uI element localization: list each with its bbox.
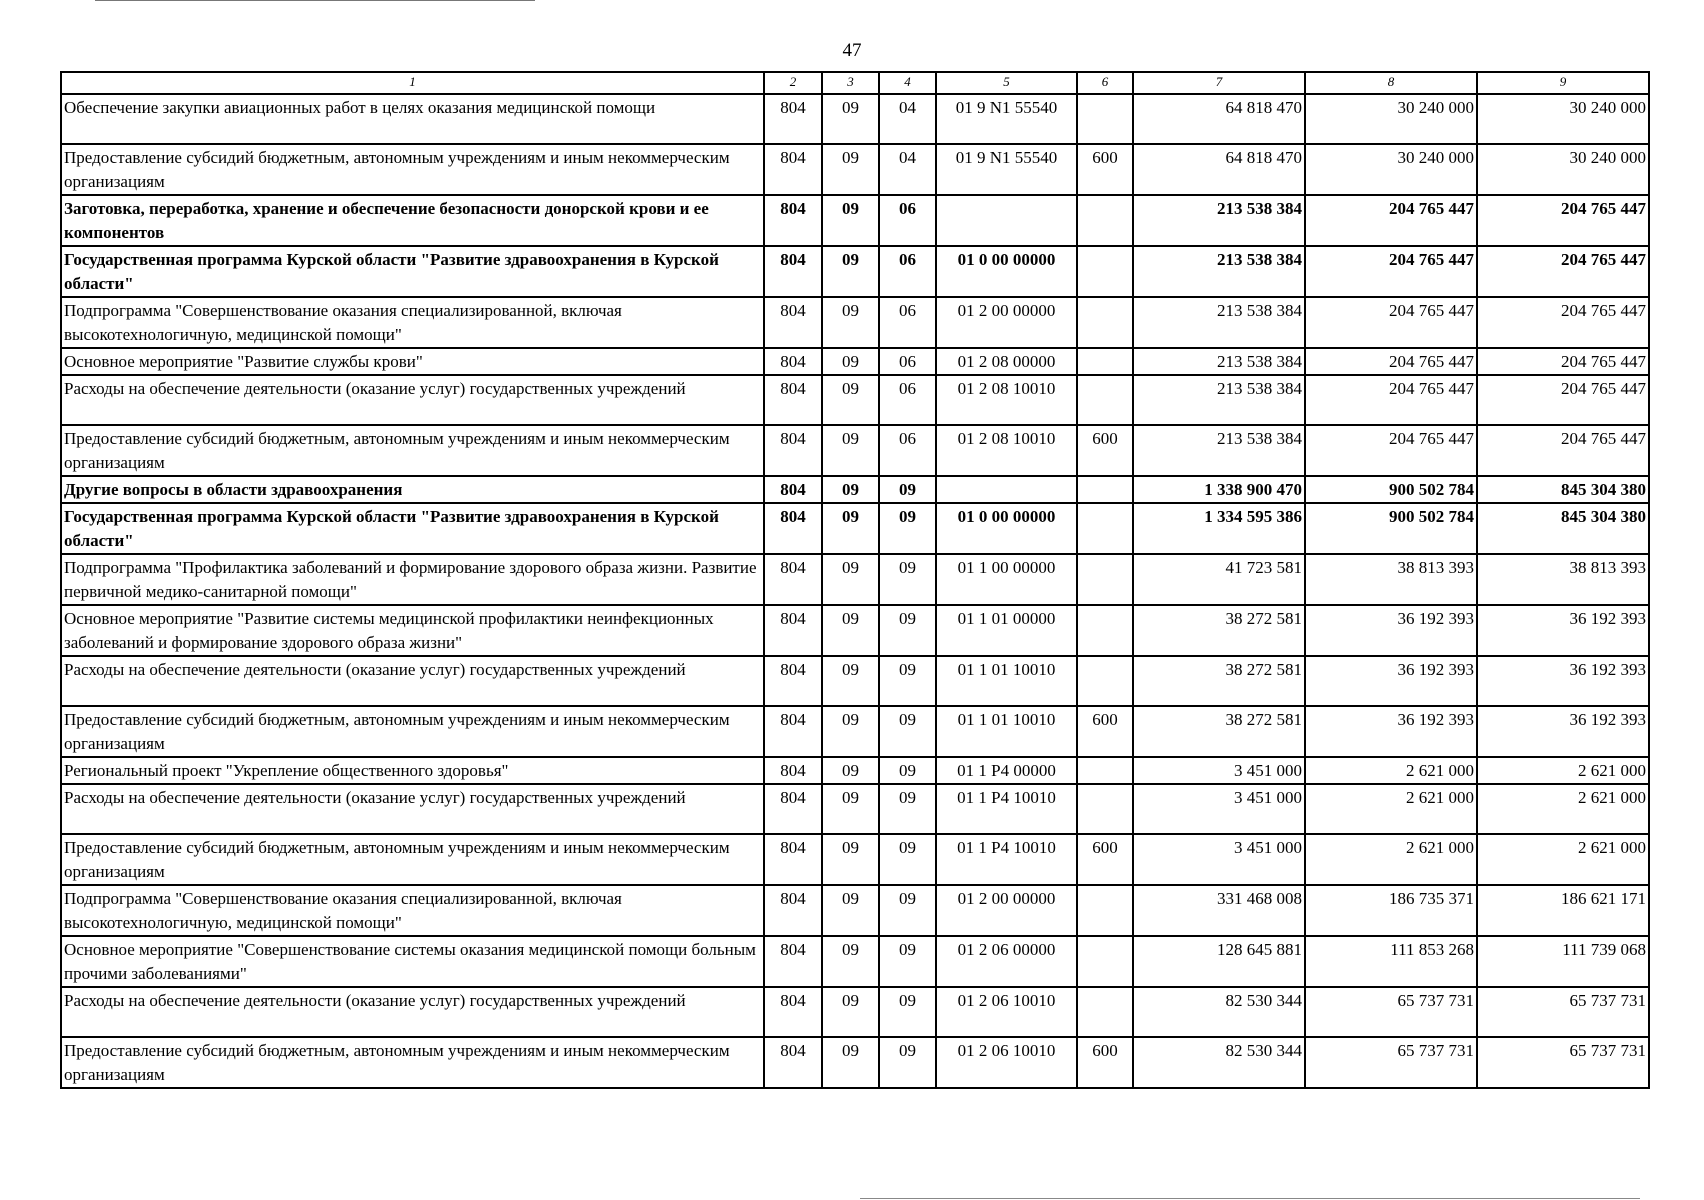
- cell-amount-col8: 36 192 393: [1305, 656, 1477, 706]
- cell-description: Расходы на обеспечение деятельности (оказание услуг) государственных учреждений: [61, 375, 764, 425]
- scan-edge-line-bottom: [860, 1198, 1640, 1199]
- cell-section-code: 09: [822, 784, 879, 834]
- table-header-row: [61, 72, 1649, 94]
- cell-subsection-code: 09: [879, 757, 936, 784]
- cell-description: Предоставление субсидий бюджетным, автономным учреждениям и иным некоммерческим организациям: [61, 425, 764, 476]
- cell-amount-col9: 30 240 000: [1477, 94, 1649, 144]
- cell-amount-col8: 2 621 000: [1305, 784, 1477, 834]
- cell-description: Основное мероприятие "Развитие службы крови": [61, 348, 764, 375]
- table-row: [61, 1037, 1649, 1088]
- table-row: [61, 987, 1649, 1037]
- cell-target-article: 01 1 01 10010: [936, 656, 1077, 706]
- cell-amount-col8: 30 240 000: [1305, 144, 1477, 195]
- table-row: [61, 246, 1649, 297]
- cell-amount-col7: 213 538 384: [1133, 375, 1305, 425]
- cell-target-article: 01 2 08 10010: [936, 425, 1077, 476]
- cell-section-code: 09: [822, 144, 879, 195]
- cell-description: Расходы на обеспечение деятельности (оказание услуг) государственных учреждений: [61, 656, 764, 706]
- cell-subsection-code: 09: [879, 1037, 936, 1088]
- table-row: [61, 144, 1649, 195]
- cell-amount-col9: 204 765 447: [1477, 375, 1649, 425]
- cell-expense-type: [1077, 987, 1133, 1037]
- cell-amount-col9: 36 192 393: [1477, 656, 1649, 706]
- cell-amount-col8: 204 765 447: [1305, 246, 1477, 297]
- cell-amount-col8: 204 765 447: [1305, 297, 1477, 348]
- cell-amount-col8: 186 735 371: [1305, 885, 1477, 936]
- cell-ministry-code: 804: [764, 784, 822, 834]
- cell-ministry-code: 804: [764, 987, 822, 1037]
- cell-amount-col7: 38 272 581: [1133, 656, 1305, 706]
- cell-subsection-code: 09: [879, 503, 936, 554]
- table-row: [61, 503, 1649, 554]
- table-row: [61, 936, 1649, 987]
- cell-expense-type: [1077, 246, 1133, 297]
- table-row: [61, 784, 1649, 834]
- cell-description: Основное мероприятие "Совершенствование системы оказания медицинской помощи больным прочими заболеваниями": [61, 936, 764, 987]
- cell-amount-col8: 2 621 000: [1305, 834, 1477, 885]
- cell-ministry-code: 804: [764, 503, 822, 554]
- cell-subsection-code: 09: [879, 834, 936, 885]
- cell-section-code: 09: [822, 706, 879, 757]
- table-row: [61, 605, 1649, 656]
- cell-amount-col7: 213 538 384: [1133, 348, 1305, 375]
- cell-ministry-code: 804: [764, 425, 822, 476]
- cell-section-code: 09: [822, 757, 879, 784]
- table-row: [61, 297, 1649, 348]
- cell-amount-col9: 204 765 447: [1477, 348, 1649, 375]
- cell-section-code: 09: [822, 656, 879, 706]
- cell-description: Подпрограмма "Профилактика заболеваний и формирование здорового образа жизни. Развитие первичной медико-санитарной помощи": [61, 554, 764, 605]
- table-row: [61, 554, 1649, 605]
- cell-amount-col8: 111 853 268: [1305, 936, 1477, 987]
- cell-amount-col7: 331 468 008: [1133, 885, 1305, 936]
- cell-amount-col7: 213 538 384: [1133, 195, 1305, 246]
- cell-ministry-code: 804: [764, 656, 822, 706]
- cell-target-article: 01 1 P4 00000: [936, 757, 1077, 784]
- cell-description: Государственная программа Курской области "Развитие здравоохранения в Курской области": [61, 246, 764, 297]
- cell-target-article: 01 9 N1 55540: [936, 94, 1077, 144]
- cell-target-article: 01 2 00 00000: [936, 885, 1077, 936]
- cell-amount-col8: 204 765 447: [1305, 375, 1477, 425]
- cell-amount-col8: 204 765 447: [1305, 195, 1477, 246]
- cell-target-article: 01 0 00 00000: [936, 503, 1077, 554]
- cell-amount-col9: 36 192 393: [1477, 605, 1649, 656]
- cell-ministry-code: 804: [764, 834, 822, 885]
- cell-target-article: 01 1 P4 10010: [936, 834, 1077, 885]
- cell-amount-col7: 213 538 384: [1133, 297, 1305, 348]
- cell-description: Другие вопросы в области здравоохранения: [61, 476, 764, 503]
- scan-edge-line-top: [95, 0, 535, 1]
- cell-amount-col9: 204 765 447: [1477, 297, 1649, 348]
- cell-description: Предоставление субсидий бюджетным, автономным учреждениям и иным некоммерческим организациям: [61, 834, 764, 885]
- cell-expense-type: [1077, 297, 1133, 348]
- cell-section-code: 09: [822, 476, 879, 503]
- cell-target-article: 01 2 06 10010: [936, 1037, 1077, 1088]
- cell-description: Подпрограмма "Совершенствование оказания специализированной, включая высокотехнологичную, медицинской помощи": [61, 297, 764, 348]
- cell-amount-col8: 36 192 393: [1305, 605, 1477, 656]
- cell-amount-col8: 38 813 393: [1305, 554, 1477, 605]
- table-row: [61, 348, 1649, 375]
- cell-expense-type: [1077, 476, 1133, 503]
- cell-ministry-code: 804: [764, 605, 822, 656]
- cell-ministry-code: 804: [764, 195, 822, 246]
- cell-expense-type: 600: [1077, 834, 1133, 885]
- cell-amount-col9: 845 304 380: [1477, 503, 1649, 554]
- cell-subsection-code: 06: [879, 425, 936, 476]
- cell-amount-col8: 65 737 731: [1305, 1037, 1477, 1088]
- cell-subsection-code: 06: [879, 246, 936, 297]
- table-row: [61, 834, 1649, 885]
- cell-section-code: 09: [822, 885, 879, 936]
- cell-target-article: 01 2 06 10010: [936, 987, 1077, 1037]
- cell-ministry-code: 804: [764, 297, 822, 348]
- cell-section-code: 09: [822, 987, 879, 1037]
- cell-section-code: 09: [822, 348, 879, 375]
- cell-amount-col9: 36 192 393: [1477, 706, 1649, 757]
- cell-amount-col9: 2 621 000: [1477, 784, 1649, 834]
- cell-amount-col8: 30 240 000: [1305, 94, 1477, 144]
- cell-description: Расходы на обеспечение деятельности (оказание услуг) государственных учреждений: [61, 987, 764, 1037]
- cell-amount-col8: 65 737 731: [1305, 987, 1477, 1037]
- cell-subsection-code: 09: [879, 656, 936, 706]
- cell-amount-col7: 38 272 581: [1133, 706, 1305, 757]
- table-row: [61, 885, 1649, 936]
- cell-expense-type: [1077, 605, 1133, 656]
- cell-section-code: 09: [822, 297, 879, 348]
- cell-section-code: 09: [822, 246, 879, 297]
- cell-target-article: 01 9 N1 55540: [936, 144, 1077, 195]
- header-col-7: 7: [1133, 72, 1305, 94]
- cell-amount-col7: 64 818 470: [1133, 144, 1305, 195]
- cell-amount-col7: 64 818 470: [1133, 94, 1305, 144]
- header-col-9: 9: [1477, 72, 1649, 94]
- cell-amount-col8: 204 765 447: [1305, 348, 1477, 375]
- cell-ministry-code: 804: [764, 885, 822, 936]
- cell-amount-col9: 65 737 731: [1477, 987, 1649, 1037]
- cell-subsection-code: 06: [879, 195, 936, 246]
- cell-expense-type: [1077, 554, 1133, 605]
- cell-amount-col8: 900 502 784: [1305, 503, 1477, 554]
- cell-section-code: 09: [822, 1037, 879, 1088]
- cell-description: Подпрограмма "Совершенствование оказания специализированной, включая высокотехнологичную, медицинской помощи": [61, 885, 764, 936]
- cell-amount-col8: 900 502 784: [1305, 476, 1477, 503]
- cell-amount-col8: 204 765 447: [1305, 425, 1477, 476]
- cell-ministry-code: 804: [764, 375, 822, 425]
- cell-expense-type: [1077, 936, 1133, 987]
- cell-expense-type: 600: [1077, 144, 1133, 195]
- cell-subsection-code: 09: [879, 706, 936, 757]
- cell-amount-col9: 65 737 731: [1477, 1037, 1649, 1088]
- cell-target-article: 01 1 00 00000: [936, 554, 1077, 605]
- cell-subsection-code: 06: [879, 375, 936, 425]
- cell-expense-type: 600: [1077, 1037, 1133, 1088]
- table-row: [61, 656, 1649, 706]
- table-row: [61, 375, 1649, 425]
- cell-amount-col7: 128 645 881: [1133, 936, 1305, 987]
- table-body: [61, 94, 1649, 1088]
- cell-target-article: 01 1 P4 10010: [936, 784, 1077, 834]
- cell-subsection-code: 09: [879, 605, 936, 656]
- cell-amount-col7: 1 338 900 470: [1133, 476, 1305, 503]
- table-row: [61, 195, 1649, 246]
- cell-section-code: 09: [822, 425, 879, 476]
- cell-target-article: 01 2 08 10010: [936, 375, 1077, 425]
- budget-table: [60, 71, 1650, 1089]
- cell-section-code: 09: [822, 195, 879, 246]
- table-row: [61, 757, 1649, 784]
- cell-amount-col9: 186 621 171: [1477, 885, 1649, 936]
- cell-amount-col7: 38 272 581: [1133, 605, 1305, 656]
- cell-description: Основное мероприятие "Развитие системы медицинской профилактики неинфекционных заболеваний и формирование здорового образа жизни": [61, 605, 764, 656]
- header-col-8: 8: [1305, 72, 1477, 94]
- cell-ministry-code: 804: [764, 1037, 822, 1088]
- cell-expense-type: 600: [1077, 706, 1133, 757]
- cell-subsection-code: 06: [879, 297, 936, 348]
- cell-target-article: 01 1 01 00000: [936, 605, 1077, 656]
- header-col-5: 5: [936, 72, 1077, 94]
- cell-section-code: 09: [822, 605, 879, 656]
- header-col-1: 1: [61, 72, 764, 94]
- cell-amount-col7: 82 530 344: [1133, 987, 1305, 1037]
- cell-description: Предоставление субсидий бюджетным, автономным учреждениям и иным некоммерческим организациям: [61, 144, 764, 195]
- table-row: [61, 94, 1649, 144]
- cell-expense-type: [1077, 656, 1133, 706]
- cell-target-article: 01 2 06 00000: [936, 936, 1077, 987]
- cell-target-article: 01 2 08 00000: [936, 348, 1077, 375]
- cell-target-article: [936, 195, 1077, 246]
- cell-expense-type: [1077, 195, 1133, 246]
- cell-target-article: [936, 476, 1077, 503]
- cell-amount-col9: 845 304 380: [1477, 476, 1649, 503]
- cell-ministry-code: 804: [764, 706, 822, 757]
- cell-amount-col7: 3 451 000: [1133, 834, 1305, 885]
- cell-target-article: 01 0 00 00000: [936, 246, 1077, 297]
- cell-amount-col7: 3 451 000: [1133, 784, 1305, 834]
- cell-expense-type: [1077, 885, 1133, 936]
- cell-amount-col8: 2 621 000: [1305, 757, 1477, 784]
- cell-ministry-code: 804: [764, 348, 822, 375]
- cell-expense-type: [1077, 94, 1133, 144]
- cell-description: Региональный проект "Укрепление общественного здоровья": [61, 757, 764, 784]
- cell-amount-col7: 82 530 344: [1133, 1037, 1305, 1088]
- cell-description: Заготовка, переработка, хранение и обеспечение безопасности донорской крови и ее компонентов: [61, 195, 764, 246]
- cell-expense-type: 600: [1077, 425, 1133, 476]
- cell-ministry-code: 804: [764, 936, 822, 987]
- cell-subsection-code: 09: [879, 554, 936, 605]
- cell-section-code: 09: [822, 503, 879, 554]
- cell-subsection-code: 09: [879, 936, 936, 987]
- cell-amount-col9: 2 621 000: [1477, 757, 1649, 784]
- cell-subsection-code: 09: [879, 476, 936, 503]
- cell-ministry-code: 804: [764, 144, 822, 195]
- header-col-6: 6: [1077, 72, 1133, 94]
- cell-expense-type: [1077, 503, 1133, 554]
- header-col-4: 4: [879, 72, 936, 94]
- cell-section-code: 09: [822, 94, 879, 144]
- cell-amount-col9: 38 813 393: [1477, 554, 1649, 605]
- cell-ministry-code: 804: [764, 476, 822, 503]
- cell-amount-col8: 36 192 393: [1305, 706, 1477, 757]
- cell-expense-type: [1077, 784, 1133, 834]
- cell-description: Расходы на обеспечение деятельности (оказание услуг) государственных учреждений: [61, 784, 764, 834]
- cell-subsection-code: 04: [879, 144, 936, 195]
- cell-subsection-code: 06: [879, 348, 936, 375]
- header-col-2: 2: [764, 72, 822, 94]
- cell-ministry-code: 804: [764, 246, 822, 297]
- cell-amount-col9: 111 739 068: [1477, 936, 1649, 987]
- cell-amount-col7: 3 451 000: [1133, 757, 1305, 784]
- cell-ministry-code: 804: [764, 554, 822, 605]
- cell-section-code: 09: [822, 936, 879, 987]
- cell-amount-col7: 41 723 581: [1133, 554, 1305, 605]
- cell-description: Предоставление субсидий бюджетным, автономным учреждениям и иным некоммерческим организациям: [61, 706, 764, 757]
- cell-subsection-code: 09: [879, 987, 936, 1037]
- cell-amount-col7: 1 334 595 386: [1133, 503, 1305, 554]
- cell-amount-col7: 213 538 384: [1133, 425, 1305, 476]
- cell-amount-col7: 213 538 384: [1133, 246, 1305, 297]
- table-row: [61, 476, 1649, 503]
- cell-section-code: 09: [822, 375, 879, 425]
- cell-amount-col9: 204 765 447: [1477, 195, 1649, 246]
- cell-amount-col9: 204 765 447: [1477, 425, 1649, 476]
- cell-ministry-code: 804: [764, 757, 822, 784]
- cell-expense-type: [1077, 757, 1133, 784]
- cell-expense-type: [1077, 348, 1133, 375]
- cell-description: Предоставление субсидий бюджетным, автономным учреждениям и иным некоммерческим организациям: [61, 1037, 764, 1088]
- cell-description: Обеспечение закупки авиационных работ в целях оказания медицинской помощи: [61, 94, 764, 144]
- cell-amount-col9: 204 765 447: [1477, 246, 1649, 297]
- table-row: [61, 425, 1649, 476]
- header-col-3: 3: [822, 72, 879, 94]
- cell-section-code: 09: [822, 834, 879, 885]
- cell-ministry-code: 804: [764, 94, 822, 144]
- cell-subsection-code: 04: [879, 94, 936, 144]
- page-number: 47: [842, 40, 862, 61]
- cell-description: Государственная программа Курской области "Развитие здравоохранения в Курской области": [61, 503, 764, 554]
- cell-target-article: 01 2 00 00000: [936, 297, 1077, 348]
- cell-amount-col9: 30 240 000: [1477, 144, 1649, 195]
- cell-target-article: 01 1 01 10010: [936, 706, 1077, 757]
- table-row: [61, 706, 1649, 757]
- cell-expense-type: [1077, 375, 1133, 425]
- cell-subsection-code: 09: [879, 784, 936, 834]
- cell-amount-col9: 2 621 000: [1477, 834, 1649, 885]
- cell-section-code: 09: [822, 554, 879, 605]
- cell-subsection-code: 09: [879, 885, 936, 936]
